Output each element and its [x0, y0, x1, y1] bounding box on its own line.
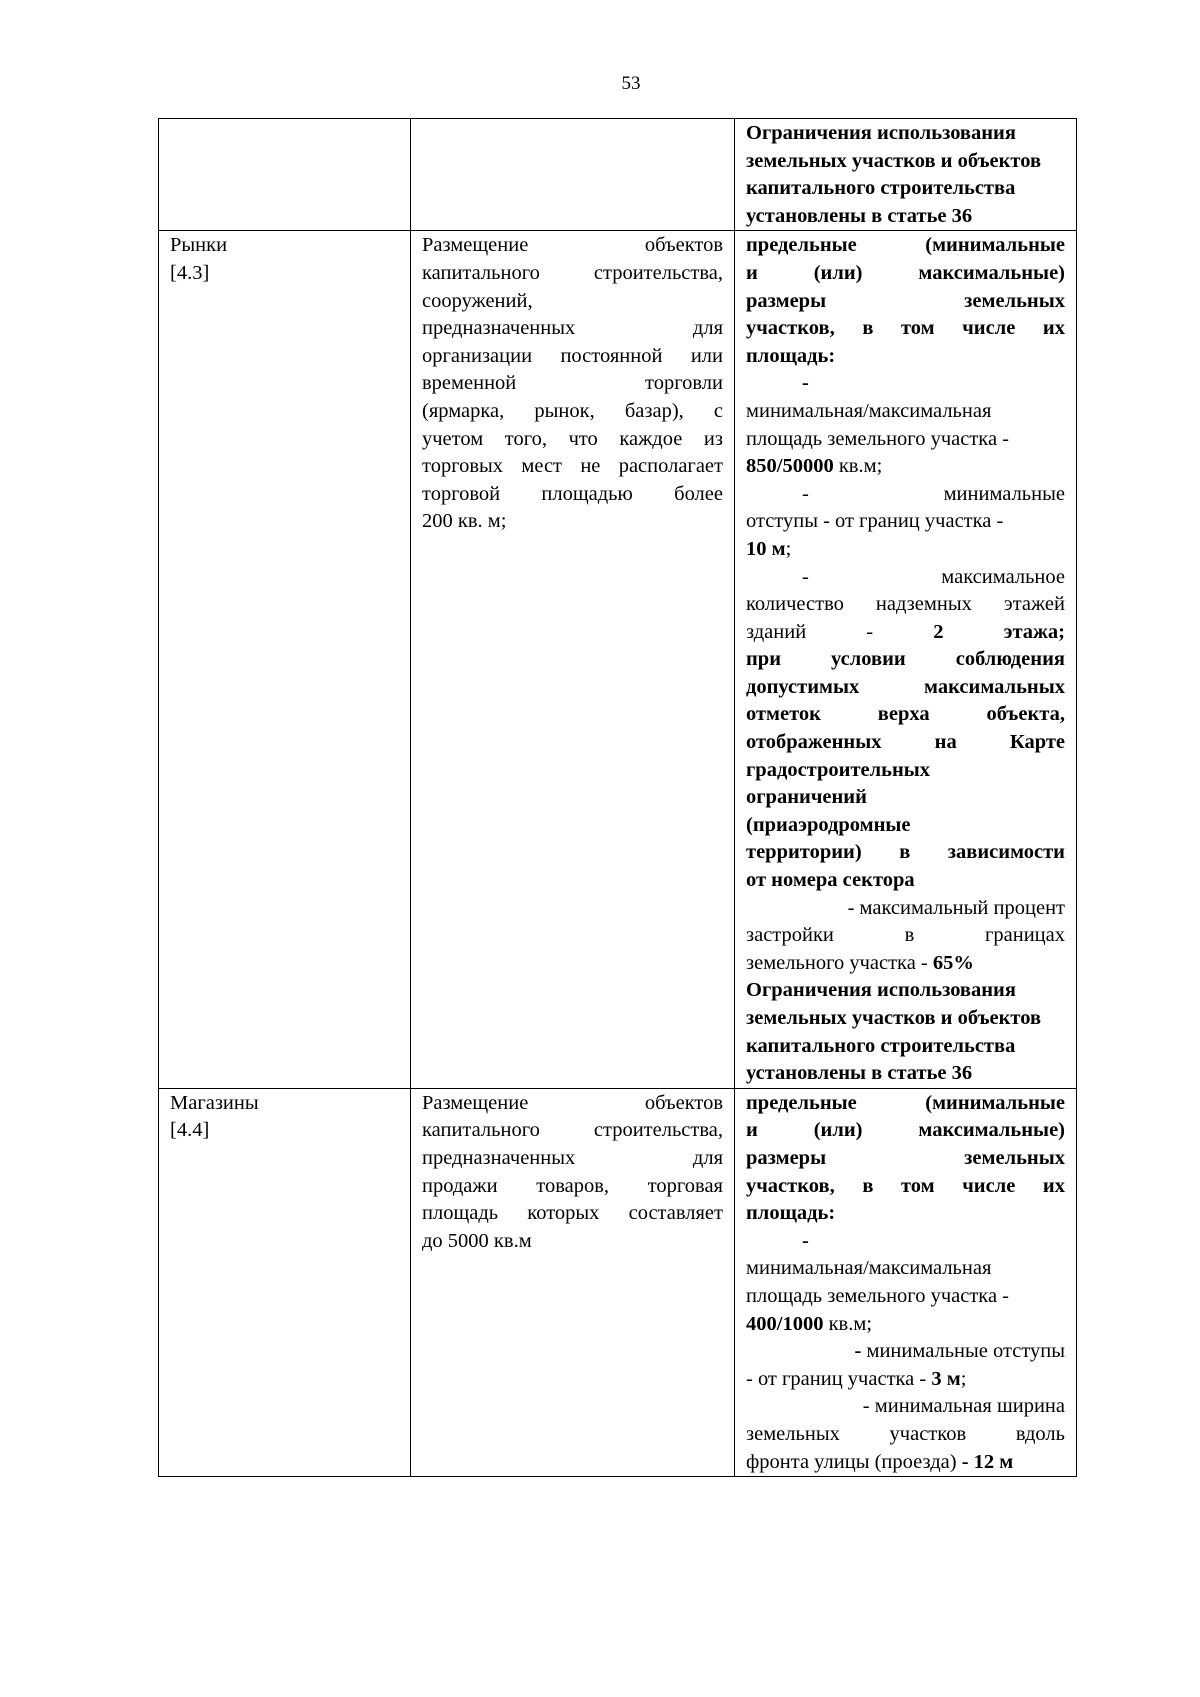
floors-label-line: - максимальное	[802, 565, 1065, 588]
area-label: минимальная/максимальная	[746, 399, 992, 422]
use-name: Магазины	[170, 1091, 259, 1114]
use-name: Рынки	[170, 234, 228, 257]
parameters-heading: предельные (минимальные и (или) максимальные) размеры земельных участков, в том числе их площадь:	[746, 234, 1065, 367]
setback-label-line: - минимальные	[802, 482, 1065, 505]
cell-empty	[411, 119, 735, 231]
use-description: Размещение объектов капитального строительства, сооружений, предназначенных для организации постоянной или временной торговли (ярмарка, рынок, базар), с учетом того, что каждое из торговых мест не располагает торговой площадью более 200 кв. м;	[422, 234, 723, 533]
use-name-cell	[159, 1088, 411, 1476]
parameters-cell	[735, 1088, 1077, 1476]
area-text: площадь земельного участка -	[746, 427, 1009, 450]
use-description-cell	[411, 231, 735, 1088]
setback-value-line: 10 м;	[746, 537, 792, 560]
zoning-table	[158, 118, 1077, 1477]
floors-value-line: зданий - 2 этажа;	[746, 620, 1065, 643]
restrictions-text: Ограничения использования земельных участков и объектов капитального строительства установлены в статье 36	[746, 979, 1042, 1085]
page-number: 53	[621, 73, 641, 94]
use-name-cell	[159, 231, 411, 1088]
table-row	[159, 1088, 1077, 1476]
setback-text: отступы - от границ участка -	[746, 510, 1004, 533]
density-label: - максимальный процент	[847, 896, 1065, 919]
use-code: [4.4]	[170, 1119, 210, 1142]
parameters-heading: предельные (минимальные и (или) максимальные) размеры земельных участков, в том числе их площадь:	[746, 1091, 1065, 1225]
table-row	[159, 119, 1077, 231]
floors-text: количество надземных этажей	[746, 593, 1065, 616]
setback-label-line: - минимальные отступы	[854, 1340, 1065, 1363]
use-description: Размещение объектов капитального строительства, предназначенных для продажи товаров, торговая площадь которых составляет до 5000 кв.м	[422, 1091, 723, 1252]
dash: -	[802, 1229, 809, 1252]
use-code: [4.3]	[170, 261, 210, 284]
restrictions-text: Ограничения использования земельных участков и объектов капитального строительства установлены в статье 36	[746, 122, 1042, 227]
area-label: минимальная/максимальная	[746, 1257, 992, 1280]
use-description-cell	[411, 1088, 735, 1476]
area-text: площадь земельного участка -	[746, 1284, 1009, 1307]
setback-value-line: - от границ участка - 3 м;	[746, 1367, 967, 1390]
area-value-line: 850/50000 кв.м;	[746, 455, 883, 478]
cell-empty	[159, 119, 411, 231]
density-text: застройки в границах	[746, 924, 1065, 947]
parameters-cell	[735, 231, 1077, 1088]
area-value-line: 400/1000 кв.м;	[746, 1312, 873, 1335]
width-text: земельных участков вдоль	[746, 1422, 1065, 1445]
restrictions-cell	[735, 119, 1077, 231]
density-value-line: земельного участка - 65%	[746, 951, 974, 974]
floors-condition: при условии соблюдения допустимых максимальных отметок верха объекта, отображенных на Карте градостроительных ограничений (приаэродромные территории) в зависимости от номера сектора	[746, 648, 1065, 892]
table-row	[159, 231, 1077, 1088]
dash: -	[802, 372, 809, 395]
width-label: - минимальная ширина	[862, 1395, 1065, 1418]
width-value-line: фронта улицы (проезда) - 12 м	[746, 1450, 1014, 1473]
